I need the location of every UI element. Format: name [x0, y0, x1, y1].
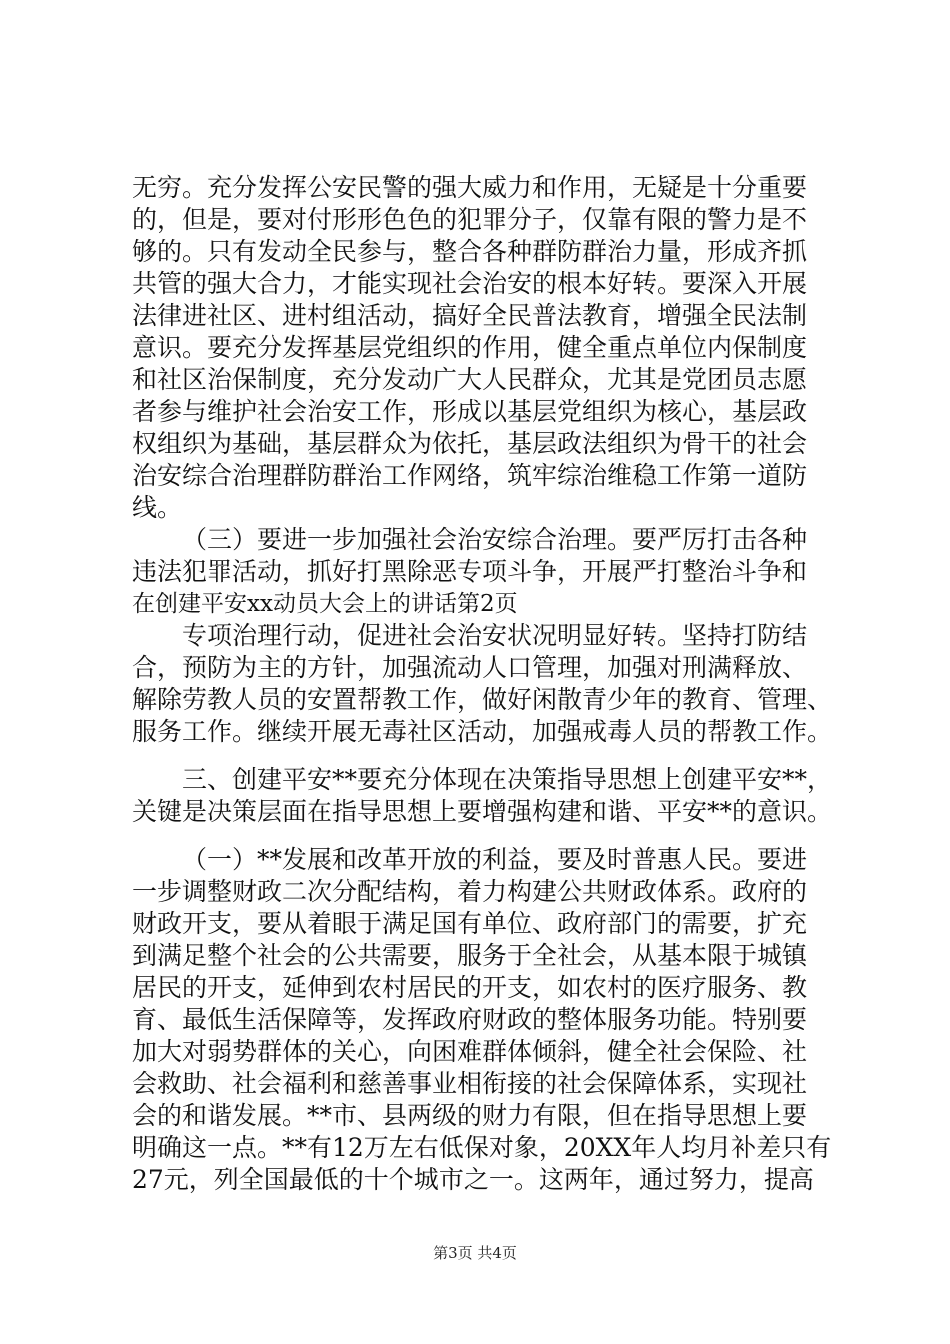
text-line: 加大对弱势群体的关心，向困难群体倾斜，健全社会保险、社	[132, 1037, 808, 1066]
text-line: 治安综合治理群防群治工作网络，筑牢综治维稳工作第一道防	[132, 461, 808, 490]
text-line: 关键是决策层面在指导思想上要增强构建和谐、平安**的意识。	[132, 797, 833, 826]
text-line: 到满足整个社会的公共需要，服务于全社会，从基本限于城镇	[132, 941, 808, 970]
text-line: 够的。只有发动全民参与，整合各种群防群治力量，形成齐抓	[132, 237, 808, 266]
paragraph-start: 专项治理行动，促进社会治安状况明显好转。坚持打防结	[182, 621, 808, 650]
text-line: 的，但是，要对付形形色色的犯罪分子，仅靠有限的警力是不	[132, 205, 808, 234]
text-line: 解除劳教人员的安置帮教工作，做好闲散青少年的教育、管理、	[132, 685, 833, 714]
text-line: 权组织为基础，基层群众为依托，基层政法组织为骨干的社会	[132, 429, 808, 458]
text-line: 居民的开支，延伸到农村居民的开支，如农村的医疗服务、教	[132, 973, 808, 1002]
text-line: 法律进社区、进村组活动，搞好全民普法教育，增强全民法制	[132, 301, 808, 330]
text-line: 财政开支，要从着眼于满足国有单位、政府部门的需要，扩充	[132, 909, 808, 938]
text-line: 育、最低生活保障等，发挥政府财政的整体服务功能。特别要	[132, 1005, 808, 1034]
text-line: 和社区治保制度，充分发动广大人民群众，尤其是党团员志愿	[132, 365, 808, 394]
text-line: 一步调整财政二次分配结构，着力构建公共财政体系。政府的	[132, 877, 808, 906]
text-line: 意识。要充分发挥基层党组织的作用，健全重点单位内保制度	[132, 333, 808, 362]
section-heading: 三、创建平安**要充分体现在决策指导思想上创建平安**，	[182, 765, 833, 794]
paragraph-start: （三）要进一步加强社会治安综合治理。要严厉打击各种	[182, 525, 808, 554]
paragraph-start: （一）**发展和改革开放的利益，要及时普惠人民。要进	[182, 845, 808, 874]
text-line: 无穷。充分发挥公安民警的强大威力和作用，无疑是十分重要	[132, 173, 808, 202]
text-line: 合，预防为主的方针，加强流动人口管理，加强对刑满释放、	[132, 653, 808, 682]
text-line: 会的和谐发展。**市、县两级的财力有限，但在指导思想上要	[132, 1101, 808, 1130]
page-header-line: 在创建平安xx动员大会上的讲话第2页	[132, 591, 518, 617]
text-line: 违法犯罪活动，抓好打黑除恶专项斗争，开展严打整治斗争和	[132, 557, 808, 586]
text-line: 共管的强大合力，才能实现社会治安的根本好转。要深入开展	[132, 269, 808, 298]
text-line: 服务工作。继续开展无毒社区活动，加强戒毒人员的帮教工作。	[132, 717, 833, 746]
text-line: 者参与维护社会治安工作，形成以基层党组织为核心，基层政	[132, 397, 808, 426]
text-line: 明确这一点。**有12万左右低保对象，20XX年人均月补差只有	[132, 1133, 832, 1162]
text-line: 会救助、社会福利和慈善事业相衔接的社会保障体系，实现社	[132, 1069, 808, 1098]
text-line: 线。	[132, 493, 183, 522]
text-line: 27元，列全国最低的十个城市之一。这两年，通过努力，提高	[132, 1165, 814, 1194]
page-number-footer: 第3页 共4页	[433, 1244, 517, 1262]
